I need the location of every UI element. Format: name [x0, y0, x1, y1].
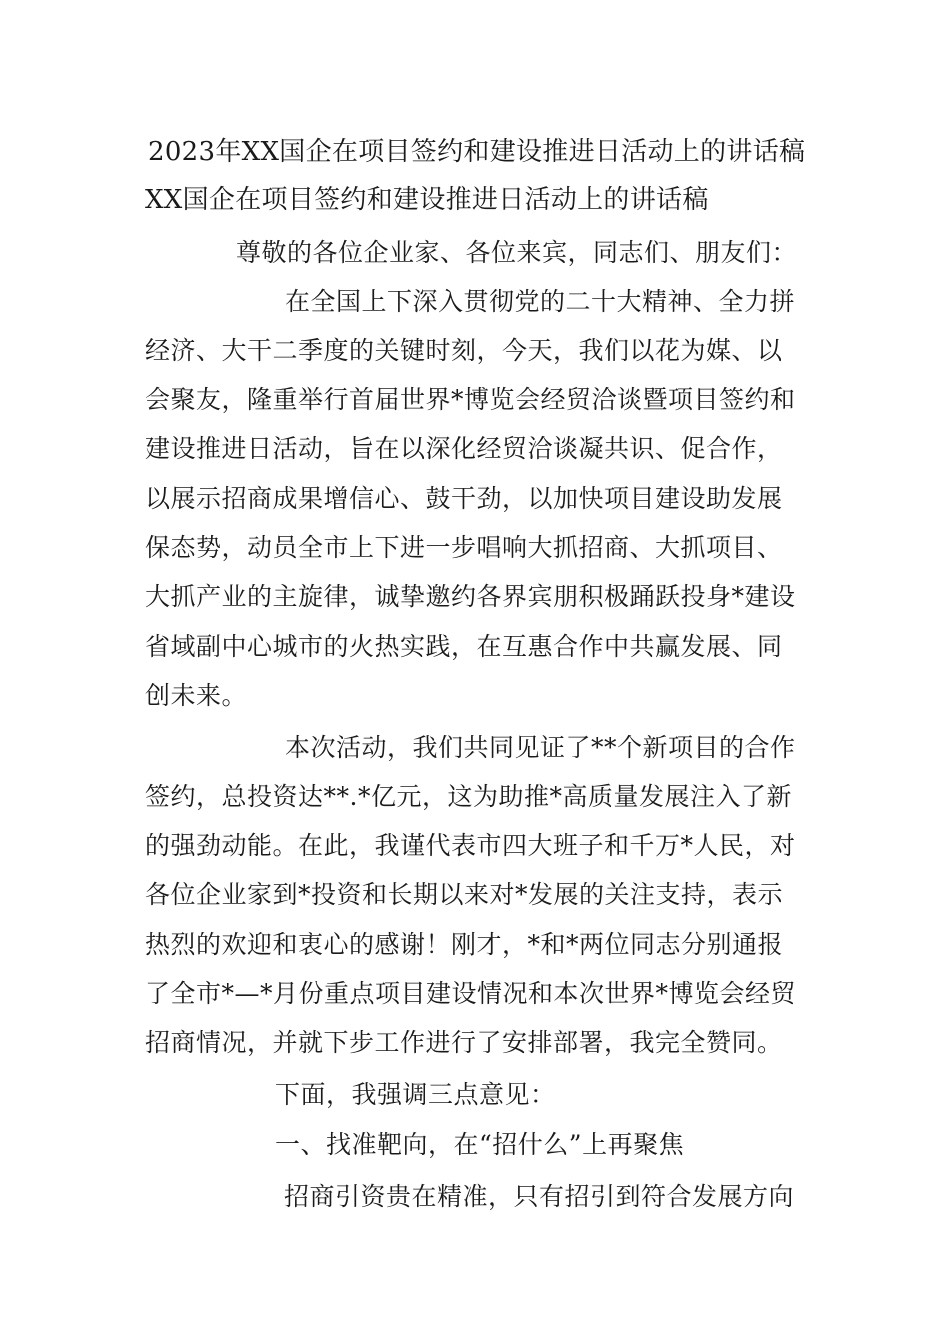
document-title: 2023年XX国企在项目签约和建设推进日活动上的讲话稿: [148, 137, 806, 167]
paragraph-line: 热烈的欢迎和衷心的感谢！刚才，*和*两位同志分别通报: [145, 930, 784, 959]
paragraph-line: 以展示招商成果增信心、鼓干劲，以加快项目建设助发展: [145, 484, 783, 513]
salutation: 尊敬的各位企业家、各位来宾，同志们、朋友们：: [236, 238, 798, 267]
paragraph-line: 创未来。: [145, 681, 248, 710]
paragraph-line: 了全市*—*月份重点项目建设情况和本次世界*博览会经贸: [145, 979, 797, 1008]
document-subtitle: XX国企在项目签约和建设推进日活动上的讲话稿: [145, 185, 709, 215]
paragraph-line: 各位企业家到*投资和长期以来对*发展的关注支持，表示: [145, 880, 784, 909]
paragraph-line: 在全国上下深入贯彻党的二十大精神、全力拼: [285, 287, 796, 316]
paragraph-line: 经济、大干二季度的关键时刻，今天，我们以花为媒、以: [145, 336, 783, 365]
paragraph-line: 的强劲动能。在此，我谨代表市四大班子和千万*人民，对: [145, 831, 796, 860]
paragraph-line: 保态势，动员全市上下进一步唱响大抓招商、大抓项目、: [145, 533, 783, 562]
paragraph-line: 大抓产业的主旋律，诚挚邀约各界宾朋积极踊跃投身*建设: [145, 582, 796, 611]
intro-points: 下面，我强调三点意见：: [275, 1080, 556, 1109]
paragraph-line: 省域副中心城市的火热实践，在互惠合作中共赢发展、同: [145, 632, 783, 661]
paragraph-line: 本次活动，我们共同见证了**个新项目的合作: [285, 733, 796, 762]
paragraph-line: 建设推进日活动，旨在以深化经贸洽谈凝共识、促合作，: [145, 434, 783, 463]
paragraph-line: 会聚友，隆重举行首届世界*博览会经贸洽谈暨项目签约和: [145, 385, 796, 414]
paragraph-line: 招商情况，并就下步工作进行了安排部署，我完全赞同。: [145, 1028, 783, 1057]
paragraph-line: 招商引资贵在精准，只有招引到符合发展方向: [284, 1182, 795, 1211]
paragraph-line: 签约，总投资达**.*亿元，这为助推*高质量发展注入了新: [145, 782, 792, 811]
section-heading: 一、找准靶向，在“招什么”上再聚焦: [275, 1130, 685, 1159]
